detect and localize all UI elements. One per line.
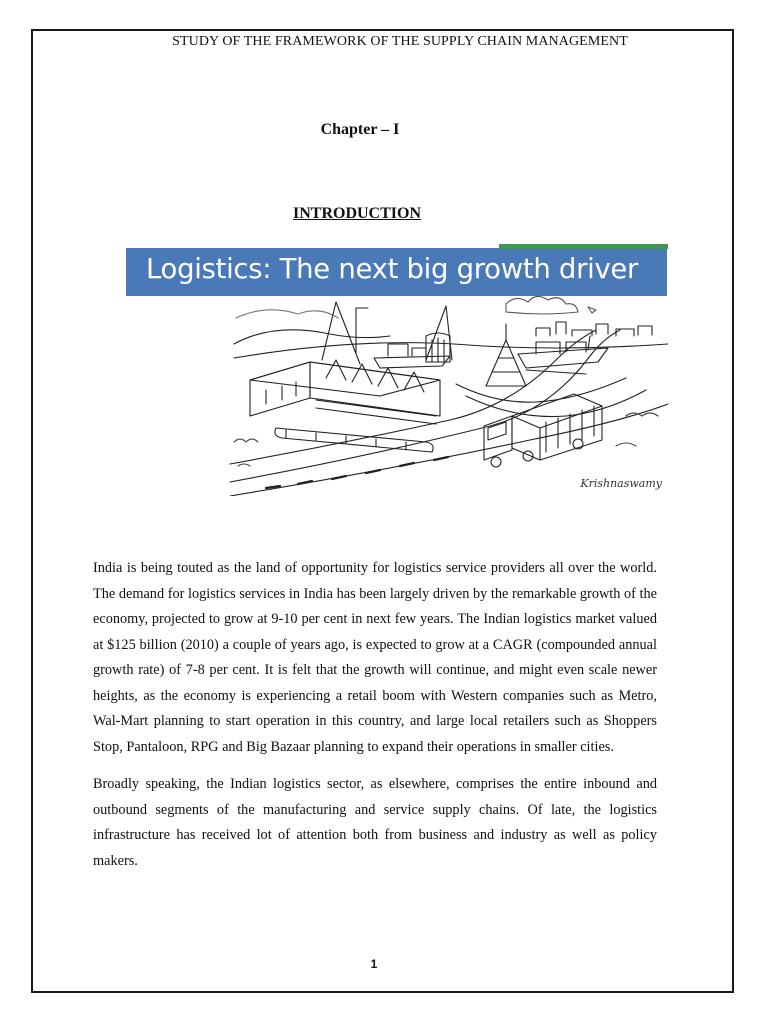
logistics-banner-image (126, 244, 668, 496)
port-sketch-illustration (126, 296, 668, 496)
paragraph-1: India is being touted as the land of opportunity for logistics service providers all over the world. The demand for logistics services in India has been largely driven by the remarkable growth of the economy, projected to grow at 9-10 per cent in next few years. The Indian logistics market valued at $125 billion (2010) a couple of years ago, is expected to grow at a CAGR (compounded annual growth rate) of 7-8 per cent. It is felt that the growth will continue, and might even scale newer heights, as the economy is experiencing a retail boom with Western companies such as Metro, Wal-Mart planning to start operation in this country, and large local retailers such as Shoppers Stop, Pantaloon, RPG and Big Bazaar planning to expand their operations in smaller cities. (93, 560, 657, 755)
banner-title: Logistics: The next big growth driver (146, 253, 639, 285)
page-number: 1 (370, 957, 378, 971)
body-text (93, 556, 657, 886)
chapter-label: Chapter – I (320, 121, 400, 138)
artist-signature: Krishnaswamy (580, 477, 662, 490)
running-header: STUDY OF THE FRAMEWORK OF THE SUPPLY CHAIN MANAGEMENT (172, 34, 628, 49)
banner-title-band (126, 248, 667, 296)
banner-accent-strip (499, 244, 668, 249)
paragraph-2: Broadly speaking, the Indian logistics sector, as elsewhere, comprises the entire inbound and outbound segments of the manufacturing and service supply chains. Of late, the logistics infrastructure has received lot of attention both from business and industry as well as policy makers. (93, 776, 657, 869)
section-title: INTRODUCTION (292, 205, 421, 222)
